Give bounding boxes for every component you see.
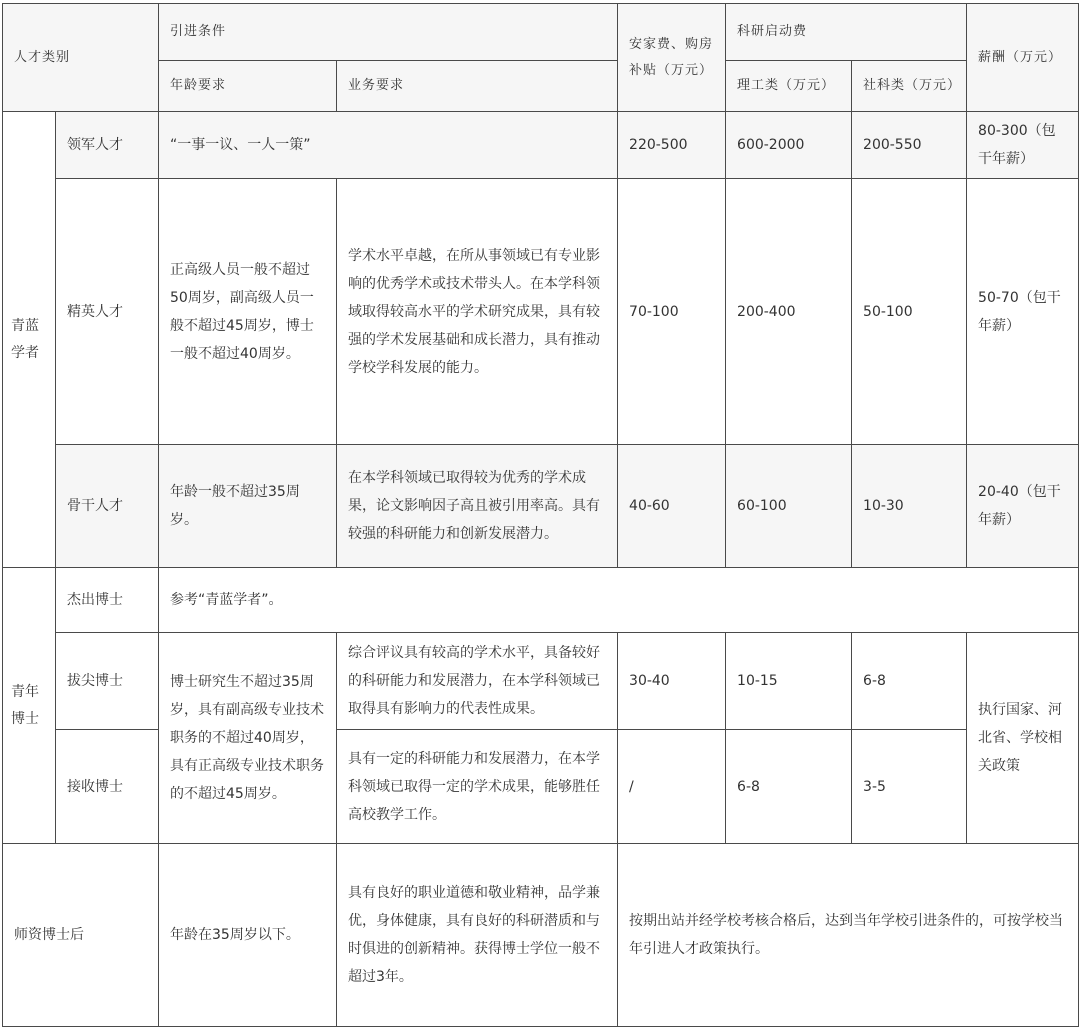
science-value: 200-400 bbox=[726, 179, 852, 445]
social-value: 3-5 bbox=[852, 730, 967, 844]
social-value: 200-550 bbox=[852, 112, 967, 179]
business-requirement: 具有一定的科研能力和发展潜力，在本学科领域已取得一定的学术成果，能够胜任高校教学工作。 bbox=[337, 730, 618, 844]
postdoc-policy: 按期出站并经学校考核合格后，达到当年学校引进条件的，可按学校当年引进人才政策执行。 bbox=[618, 844, 1079, 1027]
talent-name: 精英人才 bbox=[56, 179, 159, 445]
header-research: 科研启动费 bbox=[726, 4, 967, 61]
housing-value: 30-40 bbox=[618, 633, 726, 730]
header-conditions: 引进条件 bbox=[159, 4, 618, 61]
category-qinglan: 青蓝学者 bbox=[3, 112, 56, 568]
category-postdoc: 师资博士后 bbox=[3, 844, 159, 1027]
header-social: 社科类（万元） bbox=[852, 61, 967, 112]
social-value: 50-100 bbox=[852, 179, 967, 445]
business-requirement: 综合评议具有较高的学术水平，具备较好的科研能力和发展潜力，在本学科领域已取得具有影响力的代表性成果。 bbox=[337, 633, 618, 730]
business-requirement: 在本学科领域已取得较为优秀的学术成果，论文影响因子高且被引用率高。具有较强的科研能力和创新发展潜力。 bbox=[337, 445, 618, 568]
talent-name: 骨干人才 bbox=[56, 445, 159, 568]
reference-note: 参考“青蓝学者”。 bbox=[159, 568, 1079, 633]
housing-value: 220-500 bbox=[618, 112, 726, 179]
housing-value: 70-100 bbox=[618, 179, 726, 445]
science-value: 10-15 bbox=[726, 633, 852, 730]
talent-policy-table bbox=[2, 3, 1079, 1027]
science-value: 6-8 bbox=[726, 730, 852, 844]
header-age: 年龄要求 bbox=[159, 61, 337, 112]
business-requirement: 具有良好的职业道德和敬业精神，品学兼优，身体健康，具有良好的科研潜质和与时俱进的创新精神。获得博士学位一般不超过3年。 bbox=[337, 844, 618, 1027]
header-salary: 薪酬（万元） bbox=[967, 4, 1079, 112]
salary-value: 50-70（包干年薪） bbox=[967, 179, 1079, 445]
age-requirement: 博士研究生不超过35周岁，具有副高级专业技术职务的不超过40周岁，具有正高级专业技术职务的不超过45周岁。 bbox=[159, 633, 337, 844]
age-requirement: 正高级人员一般不超过50周岁，副高级人员一般不超过45周岁，博士一般不超过40周岁。 bbox=[159, 179, 337, 445]
header-business: 业务要求 bbox=[337, 61, 618, 112]
age-requirement: 年龄一般不超过35周岁。 bbox=[159, 445, 337, 568]
conditions-text: “一事一议、一人一策” bbox=[159, 112, 618, 179]
talent-name: 接收博士 bbox=[56, 730, 159, 844]
category-qingnian: 青年博士 bbox=[3, 568, 56, 844]
header-category: 人才类别 bbox=[3, 4, 159, 112]
housing-value: 40-60 bbox=[618, 445, 726, 568]
header-housing: 安家费、购房补贴（万元） bbox=[618, 4, 726, 112]
social-value: 6-8 bbox=[852, 633, 967, 730]
business-requirement: 学术水平卓越，在所从事领域已有专业影响的优秀学术或技术带头人。在本学科领域取得较高水平的学术研究成果，具有较强的学术发展基础和成长潜力，具有推动学校学科发展的能力。 bbox=[337, 179, 618, 445]
header-science: 理工类（万元） bbox=[726, 61, 852, 112]
social-value: 10-30 bbox=[852, 445, 967, 568]
housing-value: / bbox=[618, 730, 726, 844]
science-value: 600-2000 bbox=[726, 112, 852, 179]
science-value: 60-100 bbox=[726, 445, 852, 568]
talent-name: 领军人才 bbox=[56, 112, 159, 179]
talent-name: 杰出博士 bbox=[56, 568, 159, 633]
salary-value: 80-300（包干年薪） bbox=[967, 112, 1079, 179]
salary-value: 20-40（包干年薪） bbox=[967, 445, 1079, 568]
salary-policy: 执行国家、河北省、学校相关政策 bbox=[967, 633, 1079, 844]
talent-name: 拔尖博士 bbox=[56, 633, 159, 730]
age-requirement: 年龄在35周岁以下。 bbox=[159, 844, 337, 1027]
